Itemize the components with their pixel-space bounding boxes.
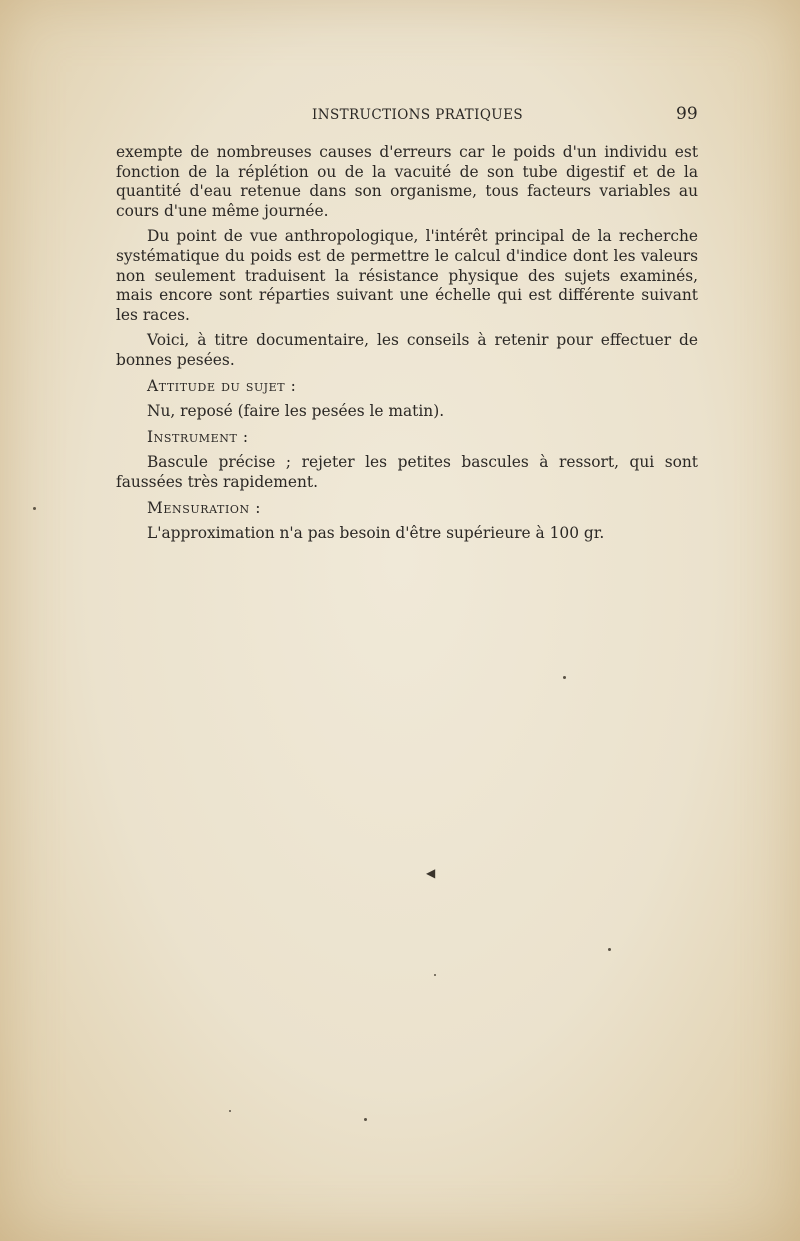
heading-instrument: Instrument : — [147, 427, 249, 446]
paragraph-continuation: exempte de nombreuses causes d'erreurs car le poids d'un individu est fonction de la réplétion ou de la vacuité de son tube digestif et de la quantité d'eau retenue dans son organisme, tous facteurs variables au cours d'une même journée. — [116, 143, 698, 220]
running-head: INSTRUCTIONS PRATIQUES — [312, 107, 523, 123]
body-text — [116, 143, 698, 550]
stray-ink-mark: ◀ — [426, 866, 436, 880]
paper-speck — [563, 676, 566, 679]
paragraph-advice-intro: Voici, à titre documentaire, les conseils à retenir pour effectuer de bonnes pesées. — [116, 331, 698, 369]
heading-attitude: Attitude du sujet : — [147, 376, 297, 395]
heading-mensuration: Mensuration : — [147, 498, 262, 517]
page-number: 99 — [676, 104, 698, 124]
text-instrument: Bascule précise ; rejeter les petites bascules à ressort, qui sont faussées très rapidement. — [116, 453, 698, 491]
paper-speck — [434, 974, 436, 976]
text-attitude: Nu, reposé (faire les pesées le matin). — [147, 402, 445, 421]
paper-speck — [364, 1118, 367, 1121]
page-header — [0, 104, 800, 130]
paper-speck — [33, 507, 36, 510]
paper-speck — [229, 1110, 231, 1112]
paragraph-anthropology: Du point de vue anthropologique, l'intérêt principal de la recherche systématique du poids est de permettre le calcul d'indice dont les valeurs non seulement traduisent la résistance physique des sujets examinés, mais encore sont réparties suivant une échelle qui est différente suivant les races. — [116, 227, 698, 324]
paper-speck — [608, 948, 611, 951]
text-mensuration: L'approximation n'a pas besoin d'être supérieure à 100 gr. — [147, 524, 605, 543]
